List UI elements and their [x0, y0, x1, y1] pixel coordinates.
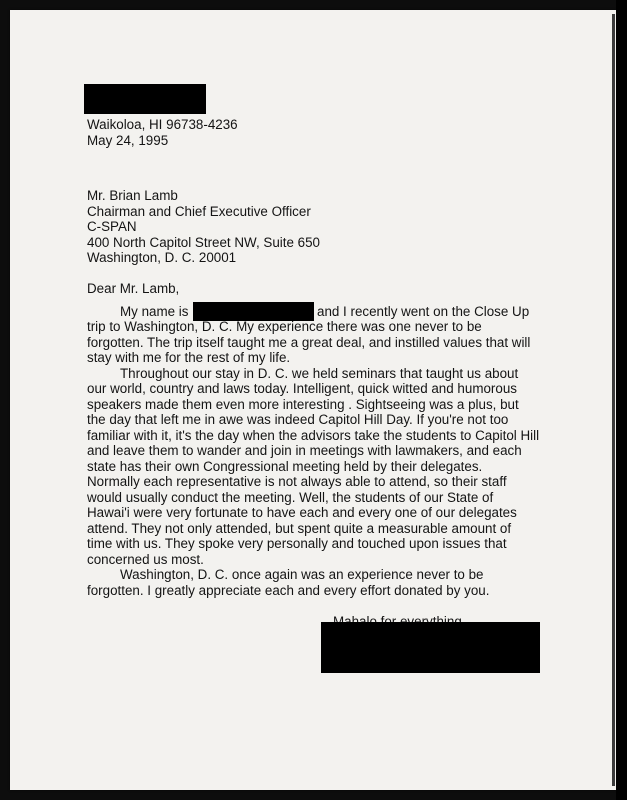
sender-city-line: Waikoloa, HI 96738-4236 [87, 117, 238, 132]
salutation: Dear Mr. Lamb, [87, 281, 180, 296]
p3-line: Washington, D. C. once again was an experience never to be [120, 567, 484, 582]
p2-line: attend. They not only attended, but spent quite a measurable amount of [87, 521, 512, 536]
p2-line: familiar with it, it's the day when the advisors take the students to Capitol Hill [87, 428, 540, 443]
p2-line: our world, country and laws today. Intelligent, quick witted and humorous [87, 381, 517, 396]
p2-line: and leave them to wander and join in meetings with lawmakers, and each [87, 443, 522, 458]
p2-line: state has their own Congressional meeting held by their delegates. [87, 459, 483, 474]
scan-edge [612, 14, 615, 786]
p2-line: Throughout our stay in D. C. we held seminars that taught us about [120, 366, 519, 381]
scan-border [616, 0, 627, 800]
p2-line: the day that left me in awe was indeed Capitol Hill Day. If you're not too [87, 412, 509, 427]
p1-line4: stay with me for the rest of my life. [87, 350, 291, 365]
p2-line: Normally each representative is not always able to attend, so their staff [87, 474, 507, 489]
p1-line3: forgotten. The trip itself taught me a great deal, and instilled values that will [87, 335, 531, 350]
redacted-signature [321, 622, 540, 673]
p2-line: time with us. They spoke very personally and touched upon issues that [87, 536, 507, 551]
p2-line: concerned us most. [87, 552, 204, 567]
redacted-sender-name [84, 84, 206, 114]
recipient-city: Washington, D. C. 20001 [87, 250, 237, 265]
p3-line: forgotten. I greatly appreciate each and every effort donated by you. [87, 583, 490, 598]
recipient-title: Chairman and Chief Executive Officer [87, 204, 311, 219]
letter-date: May 24, 1995 [87, 133, 169, 148]
recipient-organization: C-SPAN [87, 219, 137, 234]
p2-line: speakers made them even more interesting . Sightseeing was a plus, but [87, 397, 519, 412]
p2-line: would usually conduct the meeting. Well, the students of our State of [87, 490, 494, 505]
p1-line1-end: and I recently went on the Close Up [317, 304, 530, 319]
recipient-street: 400 North Capitol Street NW, Suite 650 [87, 235, 320, 250]
p1-line1-start: My name is [120, 304, 189, 319]
p2-line: Hawai'i were very fortunate to have each and every one of our delegates [87, 505, 517, 520]
recipient-name: Mr. Brian Lamb [87, 188, 178, 203]
p1-line2: trip to Washington, D. C. My experience there was one never to be [87, 319, 482, 334]
